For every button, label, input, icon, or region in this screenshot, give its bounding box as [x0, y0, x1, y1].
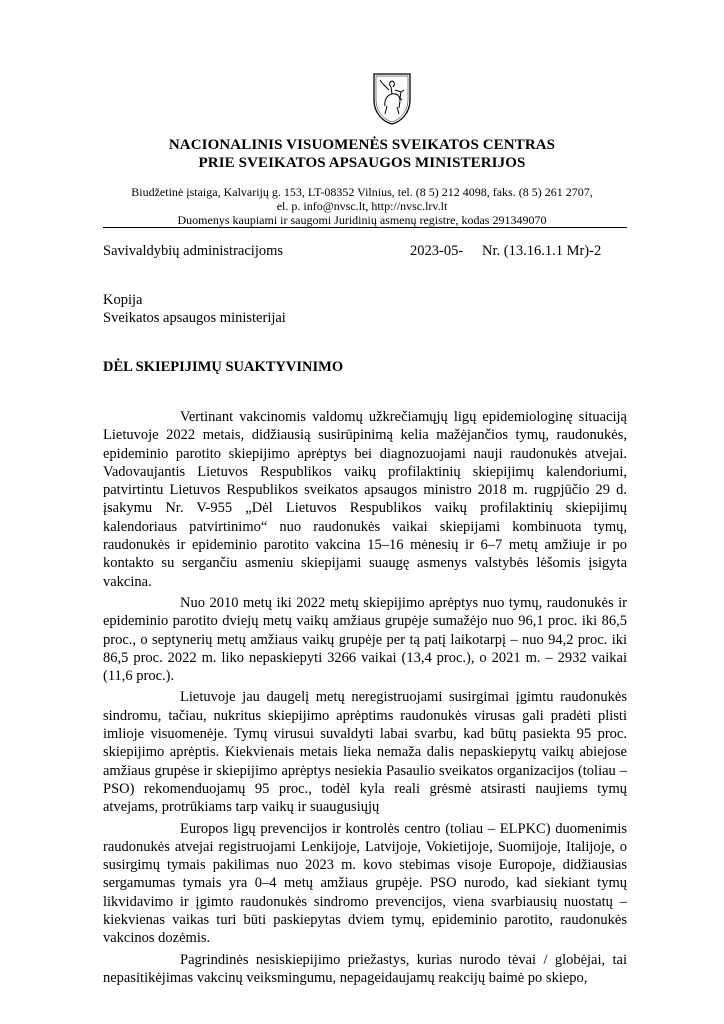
letter-date: 2023-05- [410, 243, 464, 259]
body-paragraph: Europos ligų prevencijos ir kontrolės centro (toliau – ELPKC) duomenimis raudonukės atvejai registruojami Lenkijoje, Latvijoje, Vokietijoje, Suomijoje, Italijoje, o susirgimų tymais pakilimas nuo 2023 m. kovo stebimas visoje Europoje, didžiausias sergamumas tymais yra 0–4 metų amžiaus grupėje. PSO nurodo, kad siekiant tymų likvidavimo ir įgimto raudonukės sindromo prevencijos, viena svarbiausių nuostatų – kiekvienas vaikas turi būti paskiepytas dviem tymų, epideminio parotito, raudonukės vakcinos dozėmis. [103, 820, 627, 947]
letter-body [103, 408, 627, 987]
body-paragraph: Lietuvoje jau daugelį metų neregistruojami susirgimai įgimtu raudonukės sindromu, tačiau, nukritus skiepijimo aprėptims raudonukės virusas gali pradėti plisti imlioje visuomenėje. Tymų virusui suvaldyti labai svarbu, kad būtų pasiekta 95 proc. skiepijimo aprėptis. Kiekvienais metais lieka nemaža dalis nepaskiepytų vaikų abiejose amžiaus grupėse ir skiepijimo aprėptys nesiekia Pasaulio sveikatos organizacijos (toliau – PSO) rekomenduojamų 95 proc., todėl kyla reali grėsmė atsirasti naujiems tymų atvejams, protrūkiams tarp vaikų ir suaugusiųjų [103, 689, 627, 816]
body-paragraph: Pagrindinės nesiskiepijimo priežastys, kurias nurodo tėvai / globėjai, tai nepasitikėjimas vakcinų veiksmingumu, nepageidaujamų reakcijų baimė po skiepo, [103, 951, 627, 986]
coat-of-arms-icon [370, 70, 414, 126]
copy-label: Kopija [103, 292, 143, 308]
contact-line-web: el. p. info@nvsc.lt, http://nvsc.lrv.lt [276, 199, 448, 213]
copy-recipient: Sveikatos apsaugos ministerijai [103, 310, 286, 326]
header-divider [103, 227, 627, 228]
contact-line-registry: Duomenys kaupiami ir saugomi Juridinių asmenų registre, kodas 291349070 [177, 213, 547, 227]
body-paragraph: Vertinant vakcinomis valdomų užkrečiamųjų ligų epidemiologinę situaciją Lietuvoje 2022 metais, didžiausią susirūpinimą kelia mažėjančios tymų, raudonukės, epideminio parotito skiepijimo aprėptys bei diagnozuojami nauji raudonukės atvejai. Vadovaujantis Lietuvos Respublikos vaikų profilaktinių skiepijimų kalendoriumi, patvirtintu Lietuvos Respublikos sveikatos apsaugos ministro 2018 m. rugpjūčio 29 d. įsakymu Nr. V-955 „Dėl Lietuvos Respublikos vaikų profilaktinių skiepijimų kalendoriaus patvirtinimo“ nuo raudonukės vaikai skiepijami kombinuota tymų, raudonukės ir epideminio parotito vakcina 15–16 mėnesių ir 6–7 metų amžiuje ir po kontakto su sergančiu asmeniu skiepijami suaugę asmenys valstybės lėšomis įsigyta vakcina. [103, 409, 627, 590]
contact-line-address: Biudžetinė įstaiga, Kalvarijų g. 153, LT-08352 Vilnius, tel. (8 5) 212 4098, faks. (8 5) 261 2707, [131, 185, 593, 199]
org-name-line2: PRIE SVEIKATOS APSAUGOS MINISTERIJOS [198, 155, 526, 171]
org-name-line1: NACIONALINIS VISUOMENĖS SVEIKATOS CENTRAS [168, 137, 556, 153]
registration-number: Nr. (13.16.1.1 Mr)-2 [482, 243, 602, 259]
letter-subject: DĖL SKIEPIJIMŲ SUAKTYVINIMO [103, 359, 344, 375]
addressee: Savivaldybių administracijoms [103, 243, 284, 259]
body-paragraph: Nuo 2010 metų iki 2022 metų skiepijimo aprėptys nuo tymų, raudonukės ir epideminio parotito dviejų metų vaikų amžiaus grupėje sumažėjo nuo 96,1 proc. iki 86,5 proc., o septynerių metų amžiaus vaikų grupėje per tą patį laikotarpį – nuo 94,2 proc. iki 86,5 proc. 2022 m. liko nepaskiepyti 3266 vaikai (13,4 proc.), o 2021 m. – 2932 vaikai (11,6 proc.). [103, 594, 627, 685]
